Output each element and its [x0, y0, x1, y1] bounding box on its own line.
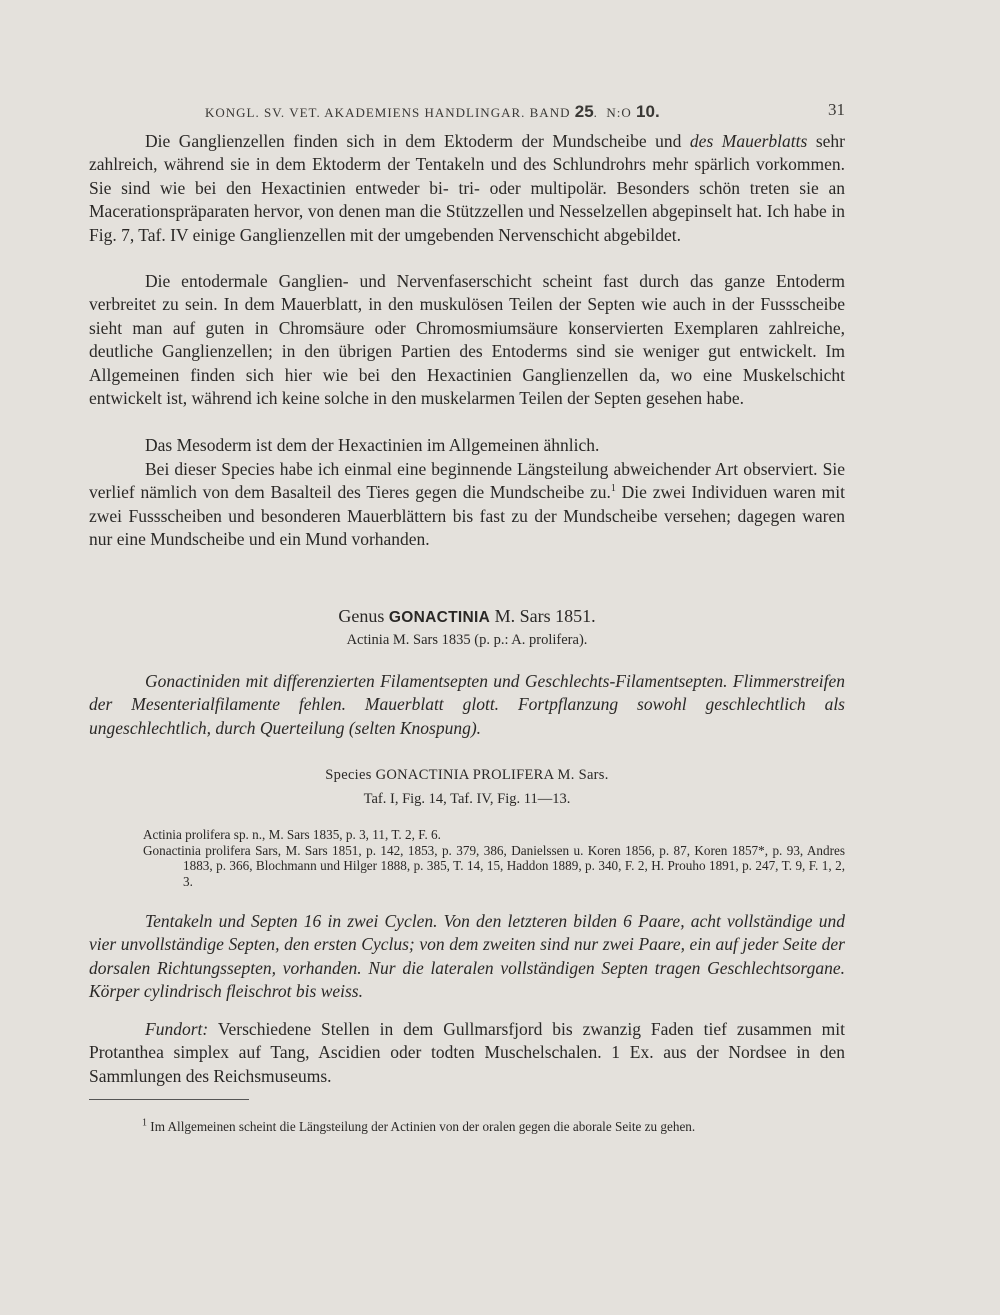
genus-name: GONACTINIA: [388, 609, 491, 626]
paragraph-1: Die Ganglienzellen finden sich in dem Ektoderm der Mundscheibe und des Mauerblatts sehr zahlreich, während sie in dem Ektoderm der Tentakeln und des Schlundrohrs mehr spärlich vorkommen. Sie sind wie bei den Hexactinien entweder bi- tri- oder multipolär. Besonders schön treten sie an Macerationspräparaten hervor, von denen man die Stützzellen und Nesselzellen abgepinselt hat. Ich habe in Fig. 7, Taf. IV einige Ganglienzellen mit der umgebenden Nervenschicht abgebildet.: [89, 131, 846, 245]
paragraph-entoderm: [89, 270, 845, 410]
genus-heading: [89, 606, 845, 627]
synonymy-list: [143, 827, 845, 889]
band-number: 25: [574, 102, 594, 121]
paragraph-laengsteilung: [89, 458, 845, 552]
footnote-divider: [89, 1099, 249, 1100]
footnote-ref[interactable]: 1: [610, 483, 616, 495]
fundort-label: Fundort:: [145, 1019, 209, 1039]
italic-mauerblatts: des Mauerblatts: [689, 131, 808, 151]
issue-number: 10.: [636, 102, 660, 121]
fundort-text: Verschiedene Stellen in dem Gullmarsfjord bis zwanzig Faden tief zusammen mit Protanthea simplex auf Tang, Ascidien oder todten Muschelschalen. 1 Ex. aus der Nordsee in den Sammlungen des Reichsmuseums.: [89, 1019, 845, 1086]
paragraph-2: Die entodermale Ganglien- und Nervenfaserschicht scheint fast durch das ganze Entoderm verbreitet zu sein. In dem Mauerblatt, in den muskulösen Teilen der Septen wie auch in der Fussscheibe sieht man auf guten in Chromsäure oder Chromosmiumsäure konservierten Exemplaren zahlreiche, deutliche Ganglienzellen; in den übrigen Partien des Entoderms sind sie weniger gut entwickelt. Im Allgemeinen finden sich hier wie bei den Hexactinien Ganglienzellen da, wo eine Muskelschicht entwickelt ist, während ich keine solche in den muskelarmen Teilen der Septen gesehen habe.: [89, 271, 845, 409]
fundort-paragraph: [89, 1018, 845, 1088]
species-description: Tentakeln und Septen 16 in zwei Cyclen. Von den letzteren bilden 6 Paare, acht vollständige und vier unvollständige Septen, den ersten Cyclus; von dem zweiten sind nur zwei Paare, ein auf jeder Seite der dorsalen Richtungssepten, vorhanden. Nur die lateralen vollständigen Septen tragen Geschlechtsorgane. Körper cylindrisch fleischrot bis weiss.: [89, 911, 845, 1002]
nr-label: N:O: [606, 105, 632, 120]
paragraph-mesoderm: [89, 434, 845, 457]
genus-author: M. Sars 1851.: [494, 606, 596, 626]
synonymy-entry: Actinia prolifera sp. n., M. Sars 1835, p. 3, 11, T. 2, F. 6.: [143, 827, 441, 842]
genus-prefix: Genus: [338, 606, 385, 626]
paragraph-ganglienzellen: [89, 130, 845, 247]
footnote-text: Im Allgemeinen scheint die Längsteilung der Actinien von der oralen gegen die aborale Seite zu gehen.: [150, 1119, 696, 1134]
species-heading: Species GONACTINIA PROLIFERA M. Sars.: [325, 767, 609, 783]
paragraph-5: Die zwei Individuen waren mit zwei Fussscheiben und besonderen Mauerblättern bis fast zu der Mundscheibe versehen; dagegen waren nur eine Mundscheibe und ein Mund vorhanden.: [89, 482, 845, 550]
running-title: KONGL. SV. VET. AKADEMIENS HANDLINGAR. BAND: [205, 105, 571, 120]
species-plates: Taf. I, Fig. 14, Taf. IV, Fig. 11—13.: [363, 791, 571, 807]
paragraph-4: Bei dieser Species habe ich einmal eine beginnende Längsteilung abweichender Art observiert. Sie verlief nämlich von dem Basalteil des Tieres gegen die Mundscheibe zu.: [89, 459, 845, 503]
genus-synonym: Actinia M. Sars 1835 (p. p.: A. prolifera).: [346, 632, 588, 648]
footnote-marker: 1: [142, 1117, 147, 1129]
paragraph-3: Das Mesoderm ist dem der Hexactinien im Allgemeinen ähnlich.: [145, 435, 600, 455]
footnote: [142, 1119, 845, 1135]
genus-diagnosis: Gonactiniden mit differenzierten Filamentsepten und Geschlechts-Filamentsepten. Flimmerstreifen der Mesenterialfilamente fehlen. Mauerblatt glott. Fortpflanzung sowohl geschlechtlich als ungeschlechtlich, durch Querteilung (selten Knospung).: [89, 671, 845, 738]
running-header: KONGL. SV. VET. AKADEMIENS HANDLINGAR. BAND 25. N:O 10. 31: [205, 100, 845, 121]
page-number: 31: [828, 100, 845, 119]
synonymy-entry: Gonactinia prolifera Sars, M. Sars 1851, p. 142, 1853, p. 379, 386, Danielssen u. Koren 1856, p. 87, Koren 1857*, p. 93, Andres 1883, p. 366, Blochmann und Hilger 1888, p. 385, T. 14, 15, Haddon 1889, p. 340, F. 2, H. Prouho 1891, p. 247, T. 9, F. 1, 2, 3.: [143, 842, 845, 889]
